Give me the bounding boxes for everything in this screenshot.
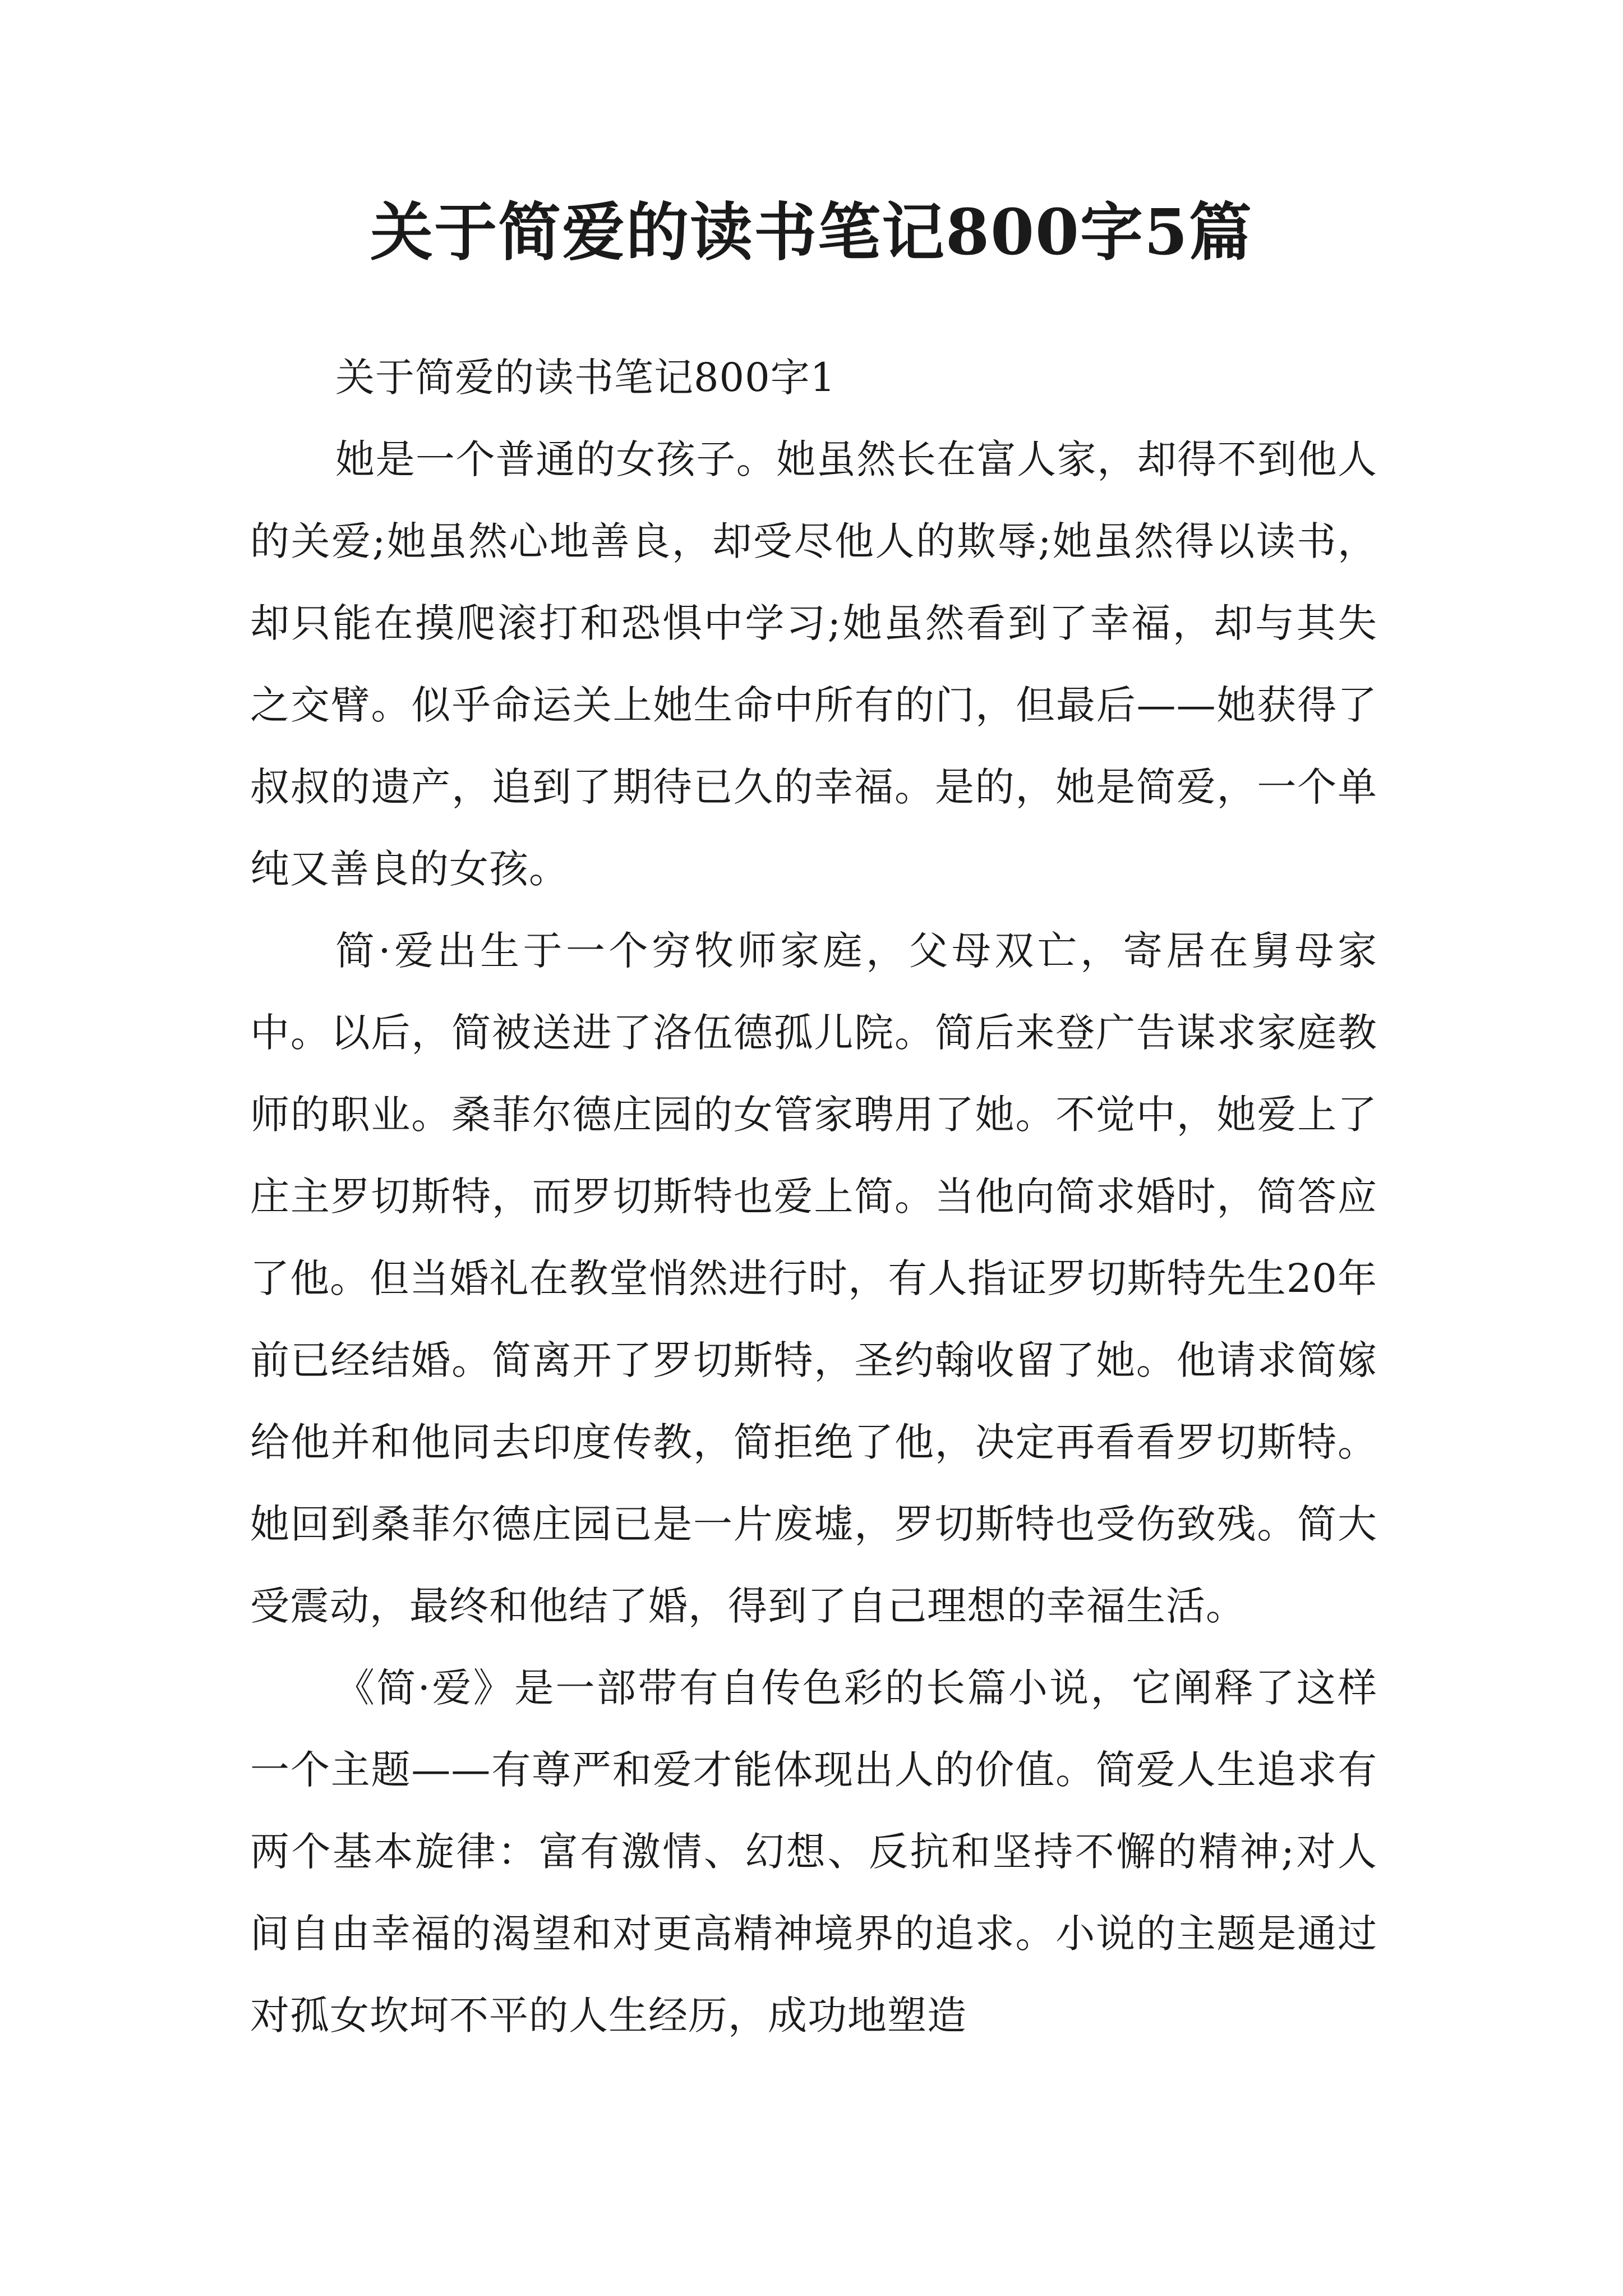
paragraph: 《简·爱》是一部带有自传色彩的长篇小说，它阐释了这样一个主题——有尊严和爱才能体现出人的价值。简爱人生追求有两个基本旋律：富有激情、幻想、反抗和坚持不懈的精神;对人间自由幸福的渴望和对更高精神境界的追求。小说的主题是通过对孤女坎坷不平的人生经历，成功地塑造 [250,1665,1377,2039]
document-body [250,337,1377,2056]
paragraph: 简·爱出生于一个穷牧师家庭，父母双亡，寄居在舅母家中。以后，简被送进了洛伍德孤儿院。简后来登广告谋求家庭教师的职业。桑菲尔德庄园的女管家聘用了她。不觉中，她爱上了庄主罗切斯特，而罗切斯特也爱上简。当他向简求婚时，简答应了他。但当婚礼在教堂悄然进行时，有人指证罗切斯特先生20年前已经结婚。简离开了罗切斯特，圣约翰收留了她。他请求简嫁给他并和他同去印度传教，简拒绝了他，决定再看看罗切斯特。她回到桑菲尔德庄园已是一片废墟，罗切斯特也受伤致残。简大受震动，最终和他结了婚，得到了自己理想的幸福生活。 [250,928,1377,1629]
section-heading: 关于简爱的读书笔记800字1 [335,355,836,401]
paragraph: 她是一个普通的女孩子。她虽然长在富人家，却得不到他人的关爱;她虽然心地善良，却受尽他人的欺辱;她虽然得以读书，却只能在摸爬滚打和恐惧中学习;她虽然看到了幸福，却与其失之交臂。似乎命运关上她生命中所有的门，但最后——她获得了叔叔的遗产，追到了期待已久的幸福。是的，她是简爱，一个单纯又善良的女孩。 [250,436,1377,892]
document-title: 关于简爱的读书笔记800字5篇 [370,196,1253,269]
